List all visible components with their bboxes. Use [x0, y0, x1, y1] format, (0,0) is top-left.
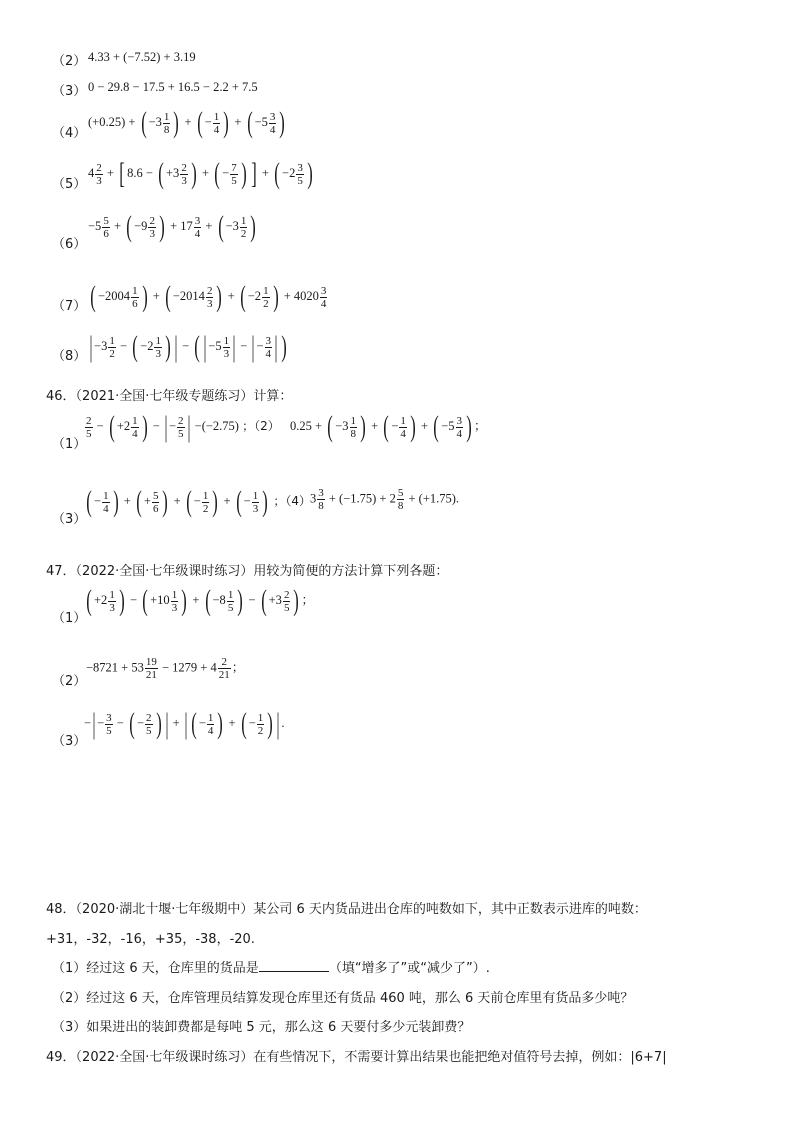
q45-item4-label: （4） [52, 126, 87, 141]
q46-part3-label: （3） [52, 512, 87, 527]
q49-heading: 49．（2022·全国·七年级课时练习）在有些情况下，不需要计算出结果也能把绝对值符号去掉，例如：|6+7| [46, 1050, 667, 1065]
q45-item5-label: （5） [52, 177, 87, 192]
q45-item2-label: （2） [52, 54, 87, 69]
q48-answer-blank[interactable] [259, 959, 329, 972]
q46-part4-expr: 3 $\frac{3}{8}$ + (−1.75) + 2 $\frac{5}{8}$ + (+1.75). [310, 487, 460, 512]
q45-item8-label: （8） [52, 349, 87, 364]
q46-part1-expr: $\frac{2}{5}$ − ( +2 $\frac{1}{4}$ ) − | − $\frac{2}{5}$ | −(−2.75) ；（2） [86, 410, 280, 443]
q45-item5-expr: 4 $\frac{2}{3}$ + [ 8.6 − ( +3 $\frac{2}{3}$ ) + ( − $\frac{7}{5}$ ) ] + ( −2 $\frac{3}{5}$ ) [88, 157, 313, 190]
q45-item3-label: （3） [52, 84, 87, 99]
q45-item3-expr: 0 − 29.8 − 17.5 + 16.5 − 2.2 + 7.5 [88, 80, 258, 94]
q47-part1-expr: ( +2 $\frac{1}{3}$ ) − ( +10 $\frac{1}{3}$ ) + ( −8 $\frac{1}{5}$ ) − ( +3 $\frac{2}{5}$ ) ； [86, 584, 314, 617]
q45-item6-expr: −5 $\frac{5}{6}$ + ( −9 $\frac{2}{3}$ ) + 17 $\frac{3}{4}$ + ( −3 $\frac{1}{2}$ ) [88, 210, 257, 243]
q45-item2-expr: 4.33 + (−7.52) + 3.19 [88, 50, 196, 64]
q45-item4-expr: (+0.25) + ( −3 $\frac{1}{8}$ ) + ( − $\frac{1}{4}$ ) + ( −5 $\frac{3}{4}$ ) [88, 106, 286, 139]
q47-part3-expr: −| − $\frac{3}{5}$ − ( − $\frac{2}{5}$ ) | + | ( − $\frac{1}{4}$ ) + ( − $\frac{1}{2}$ ) | . [84, 707, 285, 740]
q46-part3-expr: ( − $\frac{1}{4}$ ) + ( + $\frac{5}{6}$ ) + ( − $\frac{1}{2}$ ) + ( − $\frac{1}{3}$ ) ；（4） [86, 485, 311, 518]
q48-sub2: （2）经过这 6 天，仓库管理员结算发现仓库里还有货品 460 吨，那么 6 天前仓库里有货品多少吨？ [52, 991, 634, 1006]
q48-data: +31，-32，-16，+35，-38，-20. [46, 932, 255, 947]
q47-part2-expr: −8721 + 53 $\frac{19}{21}$ − 1279 + 4 $\frac{2}{21}$ ； [86, 656, 245, 681]
q47-heading: 47．（2022·全国·七年级课时练习）用较为简便的方法计算下列各题： [46, 564, 449, 579]
q48-heading: 48．（2020·湖北十堰·七年级期中）某公司 6 天内货品进出仓库的吨数如下，其中正数表示进库的吨数： [46, 902, 647, 917]
q45-item8-expr: | −3 $\frac{1}{2}$ − ( −2 $\frac{1}{3}$ ) | − ( | −5 $\frac{1}{3}$ | − | − $\frac{3}{4}$ | ) [89, 330, 287, 363]
q48-sub1: （1）经过这 6 天，仓库里的货品是 （填“增多了”或“减少了”）. [52, 961, 490, 976]
q45-item7-label: （7） [52, 299, 87, 314]
q45-item6-label: （6） [52, 237, 87, 252]
q46-part1-label: （1） [52, 437, 87, 452]
q48-sub3: （3）如果进出的装卸费都是每吨 5 元，那么这 6 天要付多少元装卸费？ [52, 1020, 471, 1035]
q47-part1-label: （1） [52, 611, 87, 626]
q46-heading: 46．（2021·全国·七年级专题练习）计算： [46, 389, 293, 404]
q47-part2-label: （2） [52, 674, 87, 689]
q46-part2-expr: 0.25 + ( −3 $\frac{1}{8}$ ) + ( − $\frac{1}{4}$ ) + ( −5 $\frac{3}{4}$ ) ； [290, 410, 487, 443]
q47-part3-label: （3） [52, 734, 87, 749]
q45-item7-expr: ( −2004 $\frac{1}{6}$ ) + ( −2014 $\frac{2}{3}$ ) + ( −2 $\frac{1}{2}$ ) + 4020 $\frac{3}{4}$ [90, 280, 327, 313]
